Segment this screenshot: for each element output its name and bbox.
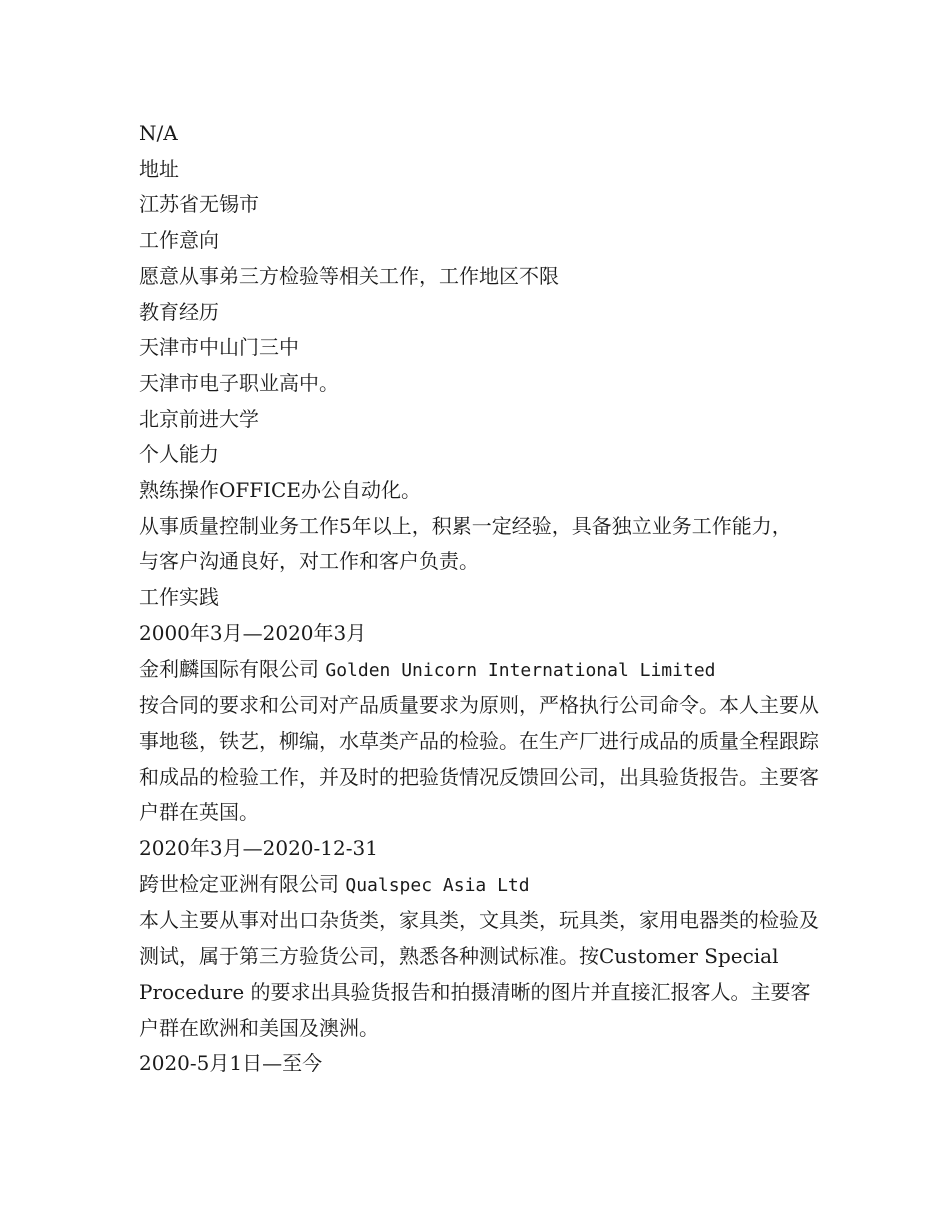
address-value: 江苏省无锡市 [139, 192, 259, 217]
intention-value: 愿意从事弟三方检验等相关工作，工作地区不限 [139, 263, 559, 288]
header-value: N/A [139, 121, 178, 145]
job-description: 本人主要从事对出口杂货类，家具类，文具类，玩具类，家用电器类的检验及测试，属于第三方验货公司，熟悉各种测试标准。按Customer Special Procedure 的要求出具验货报告和拍摄清晰的图片并直接汇报客人。主要客户群在欧洲和美国及澳洲。 [139, 908, 819, 1040]
job-company-cn: 跨世检定亚洲有限公司 [139, 871, 339, 896]
job-period: 2020年3月—2020-12-31 [139, 836, 378, 861]
skills-item: 熟练操作OFFICE办公自动化。 [139, 478, 421, 503]
job-company [139, 867, 819, 904]
education-heading: 教育经历 [139, 299, 219, 324]
job-description: 按合同的要求和公司对产品质量要求为原则，严格执行公司命令。本人主要从事地毯，铁艺，柳编，水草类产品的检验。在生产厂进行成品的质量全程跟踪和成品的检验工作，并及时的把验货情况反馈回公司，出具验货报告。主要客户群在英国。 [139, 693, 819, 825]
education-item: 天津市中山门三中 [139, 335, 299, 360]
skills-item: 与客户沟通良好，对工作和客户负责。 [139, 549, 479, 574]
job-period: 2020-5月1日—至今 [139, 1051, 323, 1076]
resume-content [139, 116, 819, 1082]
skills-heading: 个人能力 [139, 442, 219, 467]
address-heading: 地址 [139, 156, 179, 181]
education-item: 北京前进大学 [139, 406, 259, 431]
job-period: 2000年3月—2020年3月 [139, 620, 367, 645]
education-item: 天津市电子职业高中。 [139, 370, 339, 395]
intention-heading: 工作意向 [139, 228, 219, 253]
job-company-cn: 金利麟国际有限公司 [139, 656, 319, 681]
experience-heading: 工作实践 [139, 585, 219, 610]
job-company [139, 652, 819, 689]
job-company-en: Qualspec Asia Ltd [345, 874, 530, 896]
skills-item: 从事质量控制业务工作5年以上，积累一定经验，具备独立业务工作能力， [139, 513, 792, 538]
job-company-en: Golden Unicorn International Limited [325, 659, 716, 681]
